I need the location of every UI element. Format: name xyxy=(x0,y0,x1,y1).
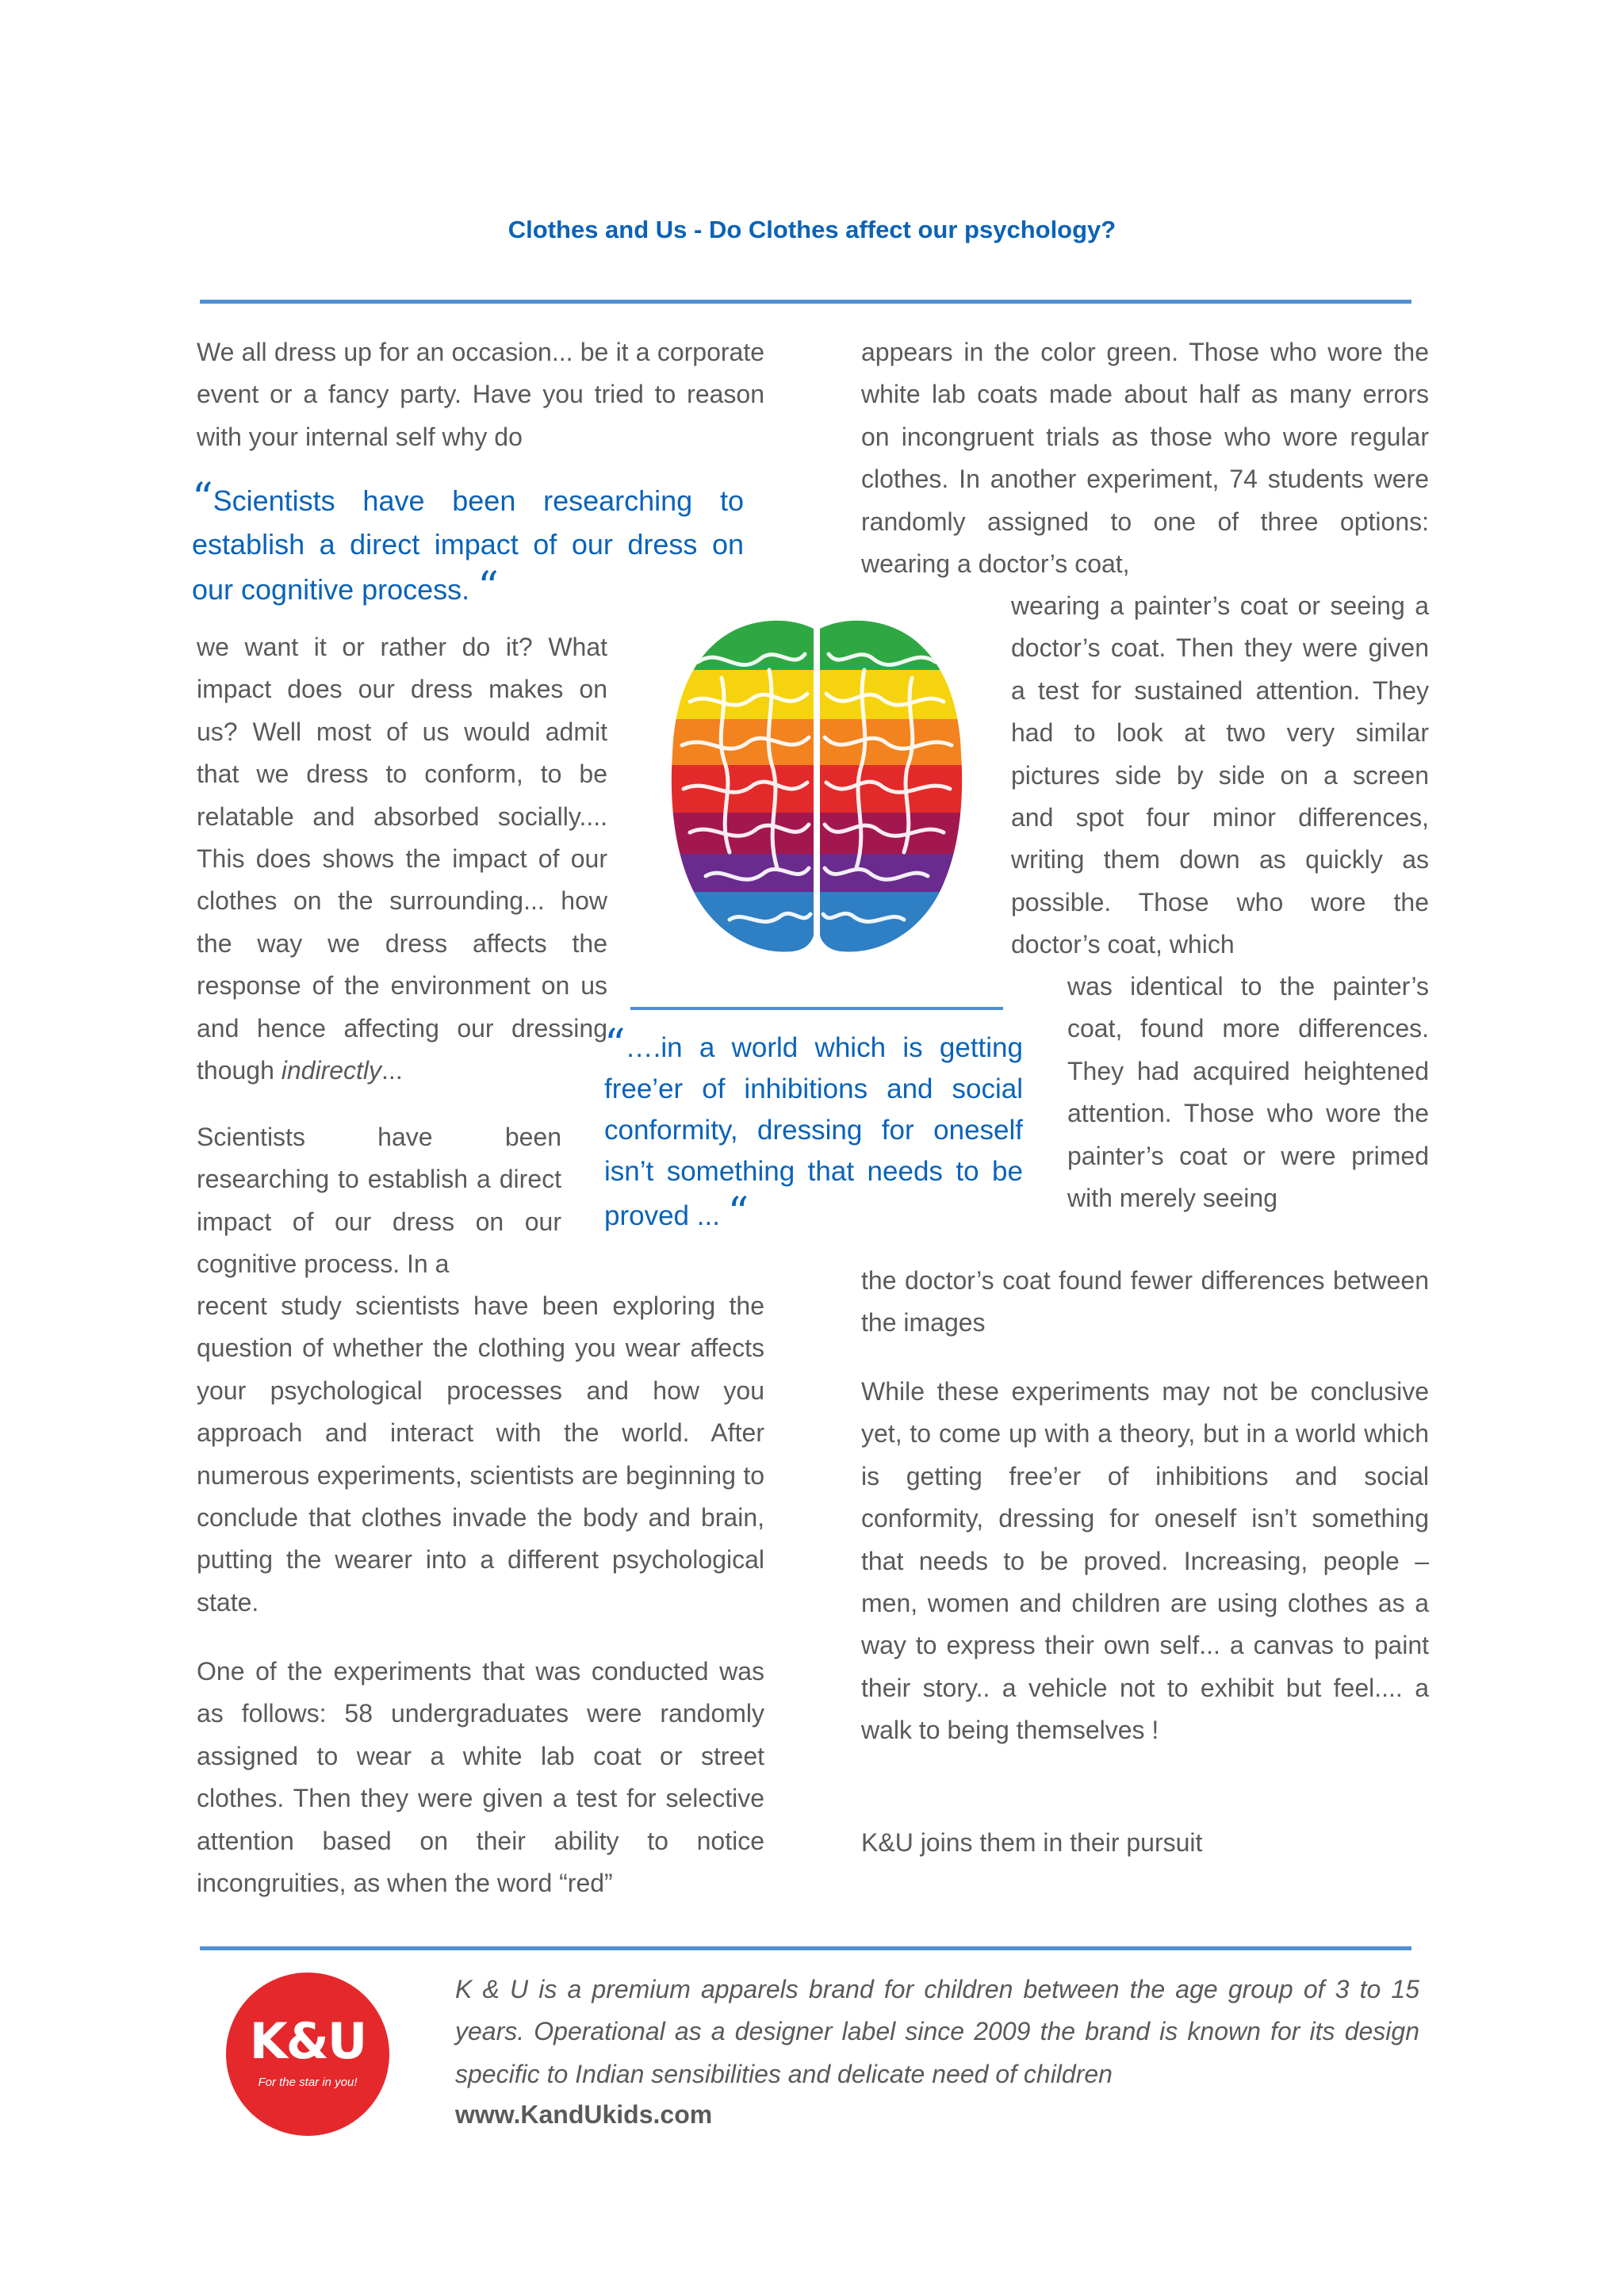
scientists-paragraph-full: recent study scientists have been exploring the question of whether the clothing you wear affects your psychological processes and how you approach and interact with the world. After numerous experiments, scientists are beginning to conclude that clothes invade the body and brain, putting the wearer into a different psychological state. xyxy=(197,1292,764,1617)
title-divider xyxy=(200,300,1411,304)
conclusion-paragraph: While these experiments may not be conclusive yet, to come up with a theory, but in a world which is getting free’er of inhibitions and social conformity, dressing for oneself isn’t something that needs to be proved. Increasing, people – men, women and children are using clothes as a way to express their own self... a canvas to paint their story.. a vehicle not to exhibit but feel.... a walk to being themselves ! xyxy=(861,1377,1429,1745)
brand-logo xyxy=(226,1973,389,2136)
right-column-top-paragraph: appears in the color green. Those who wore the white lab coats made about half as many errors on incongruent trials as those who wore regular clothes. In another experiment, 74 students were randomly assigned to one of three options: wearing a doctor’s coat, xyxy=(861,338,1429,579)
close-quote-mark: “ xyxy=(477,564,499,611)
pullquote-2-divider xyxy=(630,1007,1003,1010)
intro-paragraph: We all dress up for an occasion... be it a corporate event or a fancy party. Have you tried to reason with your internal self why do xyxy=(197,338,764,451)
wrap-paragraph-1: we want it or rather do it? What impact does our dress makes on us? Well most of us would admit that we dress to conform, to be relatable and absorbed socially.... This does shows the impact of our clothes on the surrounding... how the way we dress affects the response of the environment on us and hence affecting our dressing though indirectly... xyxy=(197,633,607,1085)
page-title: Clothes and Us - Do Clothes affect our psychology? xyxy=(508,216,1116,243)
emphasis-indirectly: indirectly xyxy=(281,1056,382,1085)
right-column-wrap-c: the doctor’s coat found fewer differences between the images xyxy=(861,1266,1429,1337)
pullquote-2-text: ….in a world which is getting free’er of inhibitions and social conformity, dressing for oneself isn’t something that needs to be proved ... xyxy=(604,1032,1023,1231)
close-quote-mark-2: “ xyxy=(727,1189,749,1237)
footer-website-link[interactable]: www.KandUkids.com xyxy=(455,2100,713,2130)
open-quote-mark-2: “ xyxy=(604,1021,626,1069)
right-column-wrap-a: wearing a painter’s coat or seeing a doctor’s coat. Then they were given a test for sustained attention. They had to look at two very similar pictures side by side on a screen and spot four minor differences, writing them down as quickly as possible. Those who wore the doctor’s coat, which xyxy=(1011,591,1429,959)
right-column-wrap-b: was identical to the painter’s coat, found more differences. They had acquired heightened attention. Those who wore the painter’s coat or were primed with merely seeing xyxy=(1067,972,1429,1213)
pullquote-2 xyxy=(604,1021,1023,1237)
rainbow-brain-illustration xyxy=(666,614,967,959)
closing-line: K&U joins them in their pursuit xyxy=(861,1828,1203,1857)
scientists-paragraph-wrap: Scientists have been researching to establish a direct impact of our dress on our cognitive process. In a xyxy=(197,1123,561,1279)
logo-tagline: For the star in you! xyxy=(258,2076,358,2089)
logo-mark: K&U xyxy=(249,2012,366,2070)
footer-divider xyxy=(200,1946,1411,1950)
footer-block xyxy=(455,1969,1419,2137)
pullquote-1-text: Scientists have been researching to establish a direct impact of our dress on our cognitive process. xyxy=(192,484,744,606)
pullquote-1 xyxy=(192,477,744,611)
footer-description: K & U is a premium apparels brand for children between the age group of 3 to 15 years. Operational as a designer label since 2009 the brand is known for its design specific to Indian sensibilities and delicate need of children xyxy=(455,1975,1419,2088)
experiment-paragraph: One of the experiments that was conducted was as follows: 58 undergraduates were randomly assigned to wear a white lab coat or street clothes. Then they were given a test for selective attention based on their ability to notice incongruities, as when the word “red” xyxy=(197,1657,764,1898)
open-quote-mark: “ xyxy=(192,475,213,522)
